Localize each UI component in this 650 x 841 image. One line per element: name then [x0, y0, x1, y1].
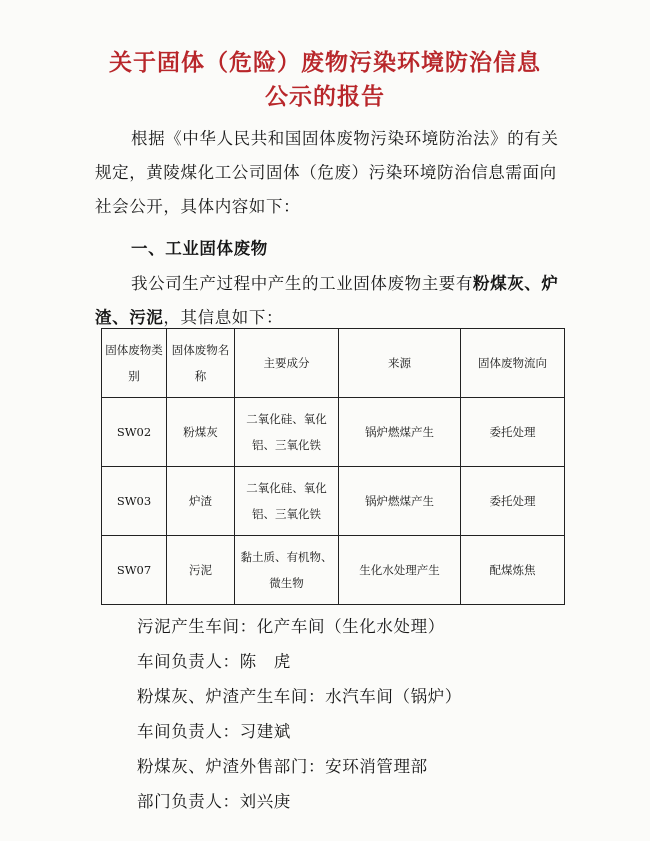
waste-intro-prefix: 我公司生产过程中产生的工业固体废物主要有 — [131, 274, 473, 293]
solid-waste-table — [101, 328, 565, 605]
cell-source: 生化水处理产生 — [339, 536, 461, 605]
cell-composition: 二氧化硅、氧化铝、三氧化铁 — [235, 467, 339, 536]
header-category: 固体废物类别 — [102, 329, 167, 398]
info-line-workshop-manager-1: 车间负责人：陈 虎 — [137, 652, 291, 671]
cell-destination: 配煤炼焦 — [461, 536, 565, 605]
intro-paragraph — [95, 122, 565, 224]
waste-intro-bold: 粉煤灰、炉渣、污泥 — [95, 274, 559, 327]
cell-source: 锅炉燃煤产生 — [339, 398, 461, 467]
document-title-line-1: 关于固体（危险）废物污染环境防治信息 — [109, 50, 541, 76]
info-line-sales-department: 粉煤灰、炉渣外售部门：安环消管理部 — [137, 757, 428, 776]
info-line-workshop-manager-2: 车间负责人：习建斌 — [137, 722, 291, 741]
table-row — [102, 536, 565, 605]
cell-composition: 黏土质、有机物、微生物 — [235, 536, 339, 605]
cell-destination: 委托处理 — [461, 467, 565, 536]
header-source: 来源 — [339, 329, 461, 398]
header-name: 固体废物名称 — [167, 329, 235, 398]
header-composition: 主要成分 — [235, 329, 339, 398]
header-destination: 固体废物流向 — [461, 329, 565, 398]
info-line-sludge-workshop: 污泥产生车间：化产车间（生化水处理） — [137, 617, 445, 636]
cell-category: SW03 — [102, 467, 167, 536]
cell-category: SW07 — [102, 536, 167, 605]
info-line-department-manager: 部门负责人：刘兴庚 — [137, 792, 291, 811]
cell-name: 污泥 — [167, 536, 235, 605]
cell-destination: 委托处理 — [461, 398, 565, 467]
table-header-row — [102, 329, 565, 398]
intro-text: 根据《中华人民共和国固体废物污染环境防治法》的有关规定，黄陵煤化工公司固体（危废）污染环境防治信息需面向社会公开，具体内容如下： — [95, 129, 559, 216]
cell-category: SW02 — [102, 398, 167, 467]
document-title-line-2: 公示的报告 — [265, 84, 385, 110]
cell-composition: 二氧化硅、氧化铝、三氧化铁 — [235, 398, 339, 467]
cell-name: 炉渣 — [167, 467, 235, 536]
table-row — [102, 467, 565, 536]
waste-intro-suffix: ，其信息如下： — [163, 308, 284, 327]
waste-intro-paragraph — [95, 267, 565, 335]
cell-source: 锅炉燃煤产生 — [339, 467, 461, 536]
section-heading-industrial-solid-waste: 一、工业固体废物 — [131, 239, 268, 258]
cell-name: 粉煤灰 — [167, 398, 235, 467]
info-line-ash-slag-workshop: 粉煤灰、炉渣产生车间：水汽车间（锅炉） — [137, 687, 462, 706]
table-row — [102, 398, 565, 467]
